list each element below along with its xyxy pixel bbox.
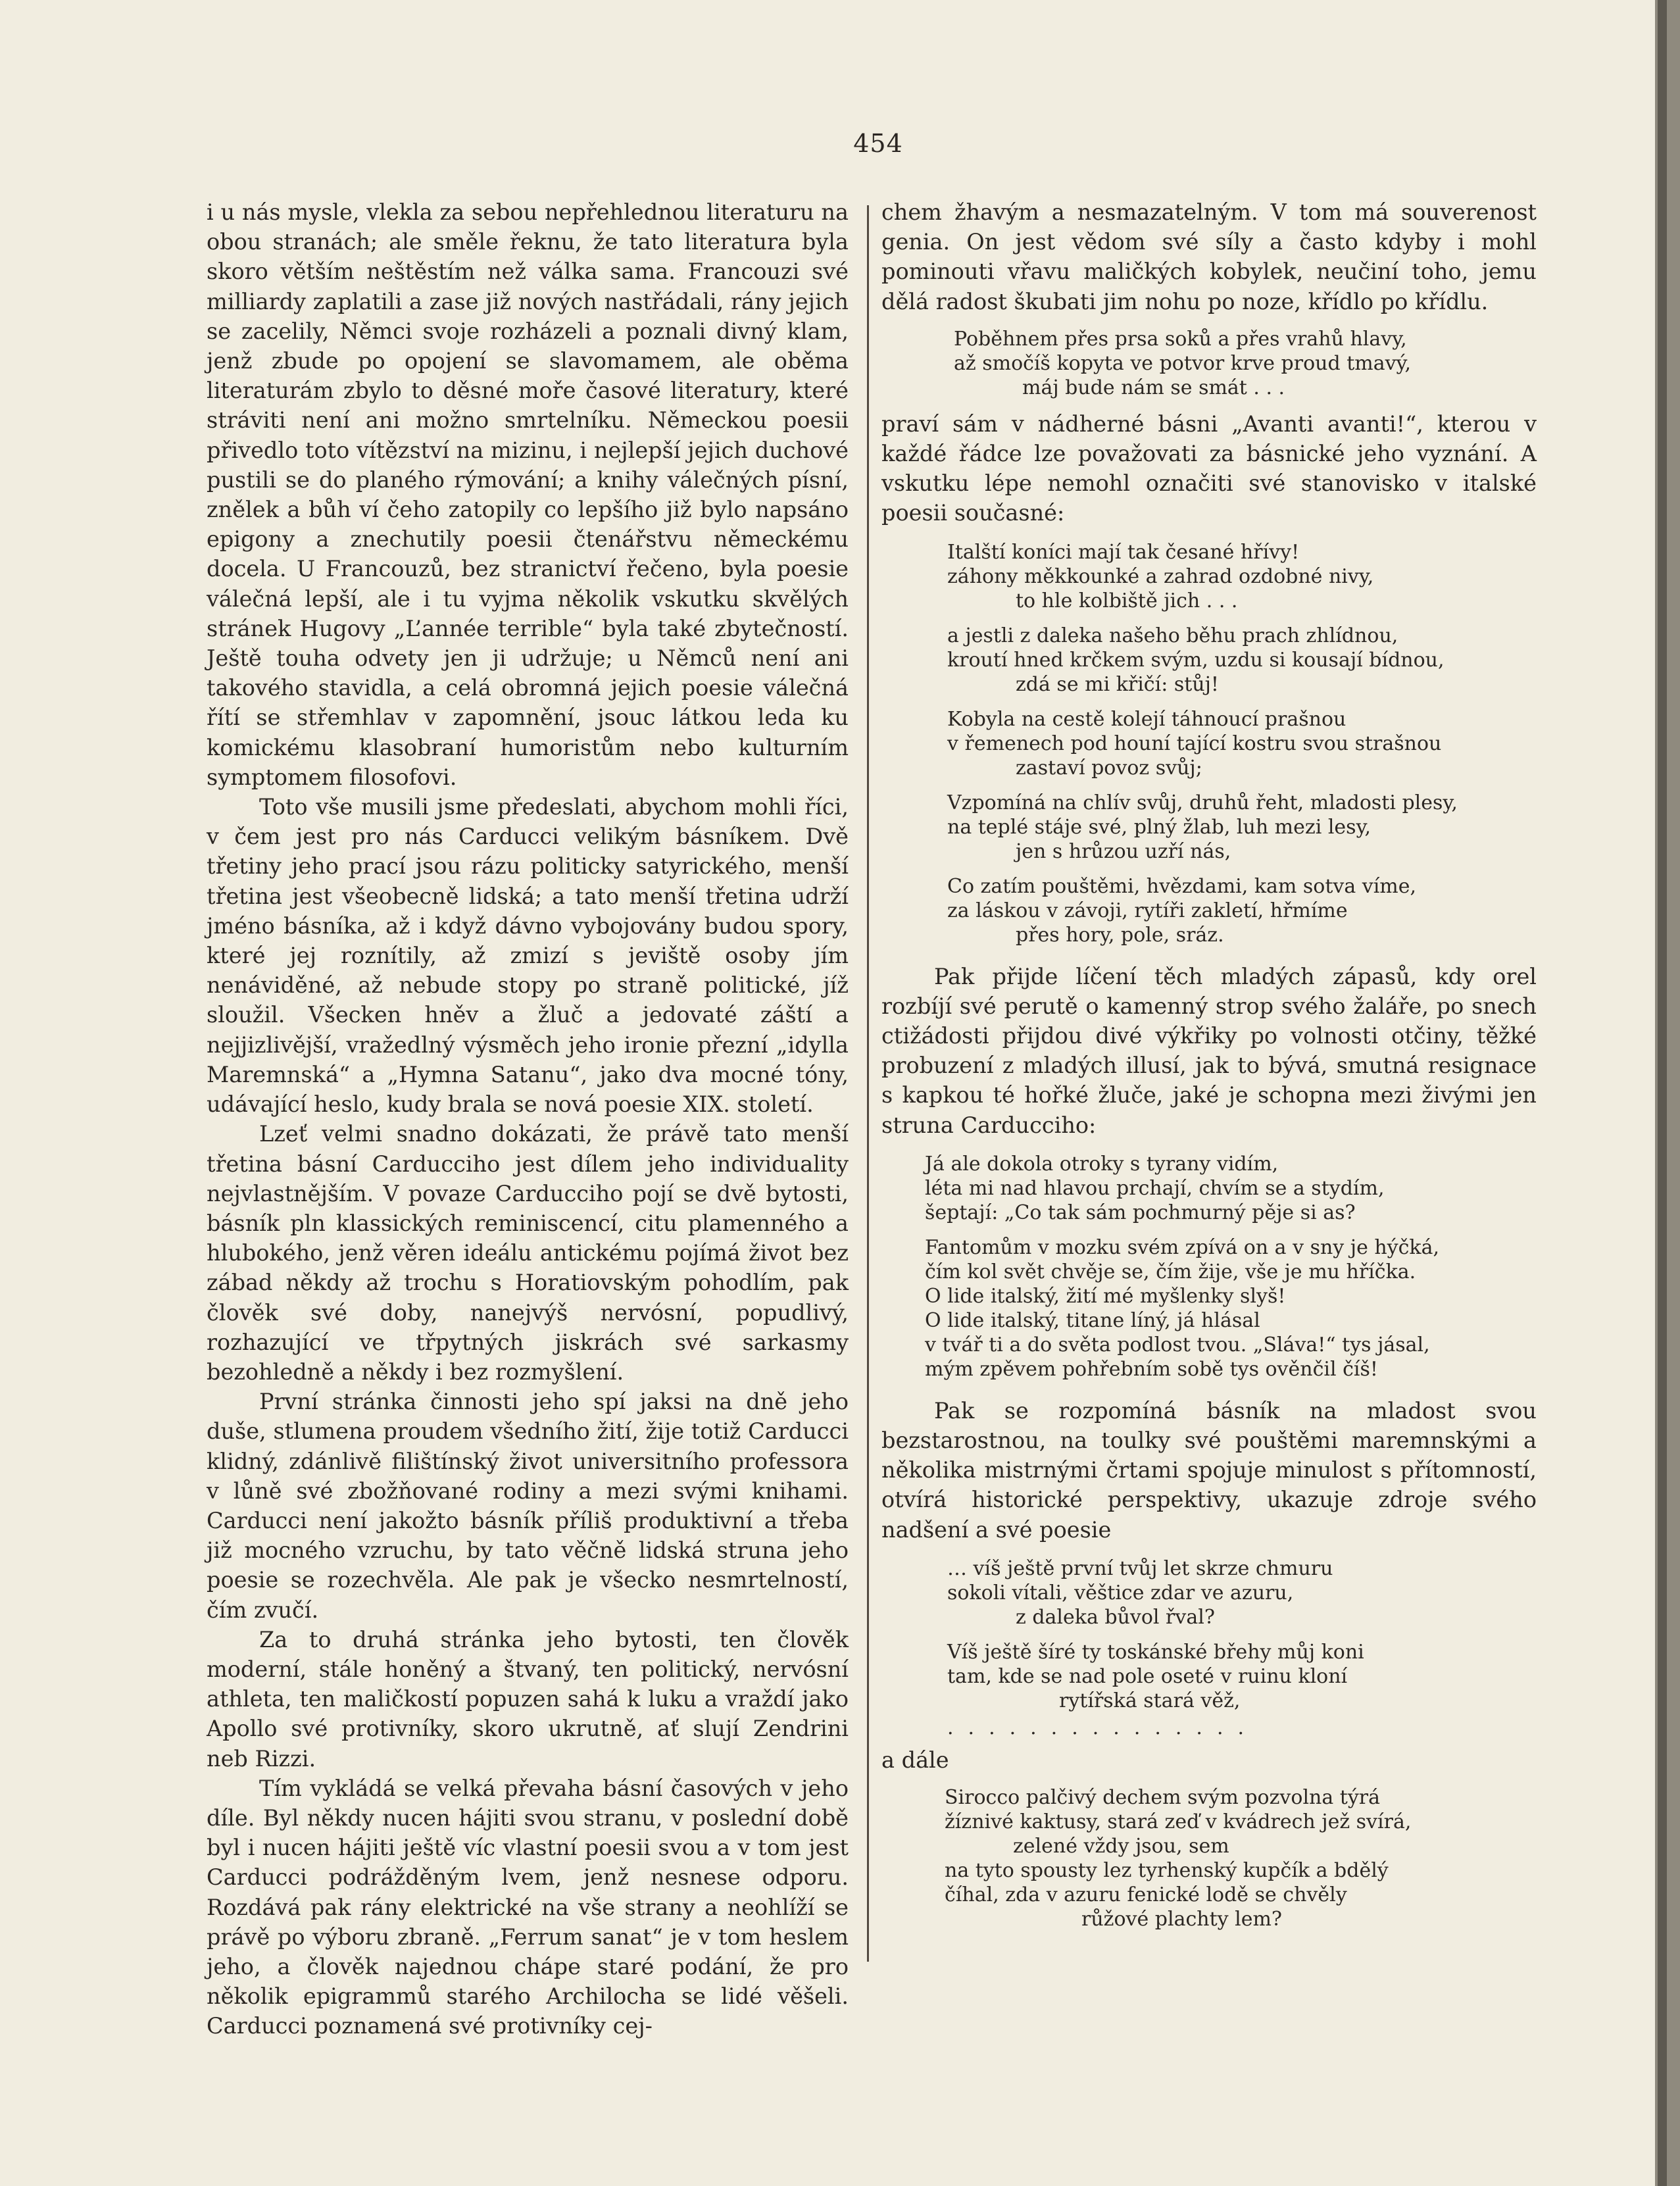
verse-line: čím kol svět chvěje se, čím žije, vše je mu hříčka. (925, 1260, 1416, 1283)
verse-line: Víš ještě šíré ty toskánské břehy můj koni (947, 1640, 1364, 1664)
verse-block (945, 1785, 1537, 1931)
verse-block (947, 1556, 1537, 1740)
verse-line: … víš ještě první tvůj let skrze chmuru (947, 1556, 1333, 1580)
verse-line: na tyto spousty lez tyrhenský kupčík a bdělý (945, 1859, 1389, 1883)
verse-stanza (925, 1152, 1537, 1225)
verse-line: Poběhnem přes prsa soků a přes vrahů hlavy, (954, 327, 1407, 351)
paragraph: Lzeť velmi snadno dokázati, že právě tato menší třetina básní Carducciho jest dílem jeho individuality nejvlastnějším. V povaze Carducciho pojí se dvě bytosti, básník pln klassických reminiscencí, citu plamenného a hlubokého, jenž věren ideálu antickému pojímá život bez zábad někdy až trochu s Horatiovským pohodlím, pak člověk své doby, nanejvýš nervósní, popudlivý, rozhazující ve třpytných jiskrách své sarkasmy bezohledně a někdy i bez rozmyšlení. (207, 1121, 849, 1385)
paragraph: Za to druhá stránka jeho bytosti, ten člověk moderní, stále honěný a štvaný, ten politický, nervósní athleta, ten maličkostí popuzen sahá k luku a vraždí jako Apollo své protivníky, skoro ukrutně, ať slují Zendrini neb Rizzi. (207, 1626, 849, 1772)
verse-line: máj bude nám se smát . . . (1022, 376, 1285, 399)
paragraph: Tím vykládá se velká převaha básní časových v jeho díle. Byl někdy nucen hájiti svou stranu, v poslední době byl i nucen hájiti ještě víc vlastní poesii svou a v tom jest Carducci podrážděným lvem, jenž nesnese odporu. Rozdává pak rány elektrické na vše strany a neohlíží se právě po výboru zbraně. „Ferrum sanat“ je v tom heslem jeho, a člověk najednou chápe staré podání, že pro několik epigrammů starého Archilocha se lidé věšeli. Carducci poznamená své protivníky cej- (207, 1775, 849, 2039)
verse-line: až smočíš kopyta ve potvor krve proud tmavý, (954, 351, 1412, 375)
paragraph: Toto vše musili jsme předeslati, abychom mohli říci, v čem jest pro nás Carducci velikým básníkem. Dvě třetiny jeho prací jsou rázu politicky satyrického, menší třetina jest všeobecně lidská; a tato menší třetina udrží jméno básníka, až i když dávno vybojovány budou spory, které jej roznítily, až zmizí s jeviště osoby jím nenáviděné, až nebude stopy po straně politické, jíž sloužil. Všecken hněv a žluč a jedovaté záští a nejjizlivější, vražedlný výsměch jeho ironie přezní „idylla Maremnská“ a „Hymna Satanu“, jako dva mocné tóny, udávající heslo, kudy brala se nová poesie XIX. století. (207, 794, 849, 1118)
verse-line: na teplé stáje své, plný žlab, luh mezi lesy, (947, 815, 1371, 839)
verse-line: Fantomům v mozku svém zpívá on a v sny je hýčká, (925, 1235, 1440, 1259)
verse-stanza (947, 874, 1537, 947)
verse-line: Vzpomíná na chlív svůj, druhů řeht, mladosti plesy, (947, 791, 1458, 814)
paragraph: praví sám v nádherné básni „Avanti avanti!“, kterou v každé řádce lze považovati za básnické jeho vyznání. A vskutku lépe nemohl označiti své stanovisko v italské poesii současné: (881, 410, 1537, 526)
paragraph: První stránka činnosti jeho spí jaksi na dně jeho duše, stlumena proudem všedního žití, žije totiž Carducci klidný, zdánlivě filištínský život universitního professora v lůně své zbožňované rodiny a mezi svými knihami. Carducci není jakožto básník příliš produktivní a třeba již mocného vzruchu, by tato věčně lidská struna jeho poesie se rozechvěla. Ale pak je všecko nesmrtelností, čím zvučí. (207, 1389, 849, 1623)
verse-line: číhal, zda v azuru fenické lodě se chvěly (945, 1883, 1347, 1907)
ellipsis-row: ............... (947, 1716, 1259, 1739)
verse-stanza (947, 1640, 1537, 1713)
paragraph: Pak přijde líčení těch mladých zápasů, kdy orel rozbíjí své perutě o kamenný strop svého žaláře, po snech ctižádosti přijdou divé výkřiky po volnosti otčiny, těžké probuzení z mladých illusí, jak to bývá, smutná resignace s kapkou té hořké žluče, jaké je schopna mezi živými jen struna Carducciho: (881, 963, 1537, 1138)
verse-line: Co zatím pouštěmi, hvězdami, kam sotva víme, (947, 874, 1417, 898)
page-number: 454 (853, 129, 903, 158)
right-column (881, 197, 1537, 1931)
verse-block (947, 540, 1537, 947)
verse-line: Kobyla na cestě kolejí táhnoucí prašnou (947, 707, 1346, 731)
verse-line: Já ale dokola otroky s tyrany vidím, (925, 1152, 1279, 1176)
verse-line: šeptají: „Co tak sám pochmurný pěje si as? (925, 1201, 1356, 1224)
left-column (207, 197, 849, 2041)
verse-line: O lide italský, žití mé myšlenky slyš! (925, 1284, 1286, 1308)
verse-line: rytířská stará věž, (1059, 1689, 1241, 1712)
verse-line: žíznivé kaktusy, stará zeď v kvádrech jež svírá, (945, 1810, 1412, 1834)
verse-line: v tvář ti a do světa podlost tvou. „Sláva!“ tys jásal, (925, 1333, 1430, 1356)
verse-block (954, 327, 1537, 400)
verse-line: O lide italský, titane líný, já hlásal (925, 1308, 1260, 1332)
verse-line: a jestli z daleka našeho běhu prach zhlídnou, (947, 624, 1398, 647)
verse-stanza (947, 540, 1537, 613)
connector-text: a dále (881, 1747, 949, 1773)
verse-line: léta mi nad hlavou prchají, chvím se a stydím, (925, 1176, 1385, 1200)
paragraph: i u nás mysle, vlekla za sebou nepřehlednou literaturu na obou stranách; ale směle řeknu, že tato literatura byla skoro větším neštěstím než válka sama. Francouzi své milliardy zaplatili a zase již nových nastřádali, rány jejich se zacelily, Němci svoje rozházeli a poznali divný klam, jenž zbude po opojení se slavomamem, ale oběma literaturám zbylo to děsné moře časové literatury, které stráviti není ani možno smrtelníku. Německou poesii přivedlo toto vítězství na mizinu, i nejlepší jejich duchové pustili se do planého rýmování; a knihy válečných písní, znělek a bůh ví čeho zatopily co lepšího již bylo napsáno epigony a znechutily poesii čtenářstvu německému docela. U Francouzů, bez stranictví řečeno, byla poesie válečná lepší, ale i tu vyjma několik vskutku skvělých stránek Hugovy „L’année terrible“ byla také zbytečností. Ještě touha odvety jen ji udržuje; u Němců není ani takového stavidla, a celá obromná jejich poesie válečná řítí se střemhlav v zapomnění, jsouc látkou leda ku komickému klasobraní humoristům nebo kulturním symptomem filosofovi. (207, 199, 849, 790)
verse-line: za láskou v závoji, rytíři zakletí, hřmíme (947, 899, 1348, 922)
verse-line: mým zpěvem pohřebním sobě tys ověnčil číš! (925, 1357, 1378, 1381)
verse-line: záhony měkkounké a zahrad ozdobné nivy, (947, 564, 1374, 588)
verse-line: jen s hrůzou uzří nás, (1016, 839, 1231, 863)
verse-stanza (947, 791, 1537, 864)
verse-line: růžové plachty lem? (1081, 1908, 1282, 1931)
verse-line: zelené vždy jsou, sem (1013, 1835, 1229, 1858)
column-divider (867, 205, 869, 1962)
verse-line: Italští koníci mají tak česané hřívy! (947, 540, 1300, 564)
verse-stanza (947, 707, 1537, 780)
verse-line: kroutí hned krčkem svým, uzdu si kousají bídnou, (947, 648, 1445, 672)
page-binding-shadow (1658, 0, 1667, 2186)
verse-line: zastaví povoz svůj; (1016, 756, 1202, 780)
verse-stanza (947, 1556, 1537, 1629)
paragraph: Pak se rozpomíná básník na mladost svou bezstarostnou, na toulky své pouštěmi maremnskými a několika mistrnými črtami spojuje minulost s přítomností, otvírá historické perspektivy, ukazuje zdroje svého nadšení a své poesie (881, 1397, 1537, 1543)
verse-line: v řemenech pod houní tající kostru svou strašnou (947, 732, 1442, 755)
verse-stanza (925, 1235, 1537, 1381)
verse-line: z daleka bůvol řval? (1016, 1605, 1215, 1629)
verse-line: tam, kde se nad pole oseté v ruinu kloní (947, 1664, 1348, 1688)
page-binding-edge (1655, 0, 1680, 2186)
verse-line: Sirocco palčivý dechem svým pozvolna týrá (945, 1786, 1381, 1810)
verse-stanza (947, 624, 1537, 697)
verse-line: sokoli vítali, věštice zdar ve azuru, (947, 1581, 1294, 1604)
verse-line: zdá se mi křičí: stůj! (1016, 672, 1219, 696)
verse-line: to hle kolbiště jich . . . (1016, 589, 1238, 612)
verse-line: přes hory, pole, sráz. (1016, 923, 1224, 947)
paragraph: chem žhavým a nesmazatelným. V tom má souverenost genia. On jest vědom své síly a často kdyby i mohl pominouti vřavu maličkých kobylek, neučiní toho, jemu dělá radost škubati jim nohu po noze, křídlo po křídlu. (881, 199, 1537, 314)
verse-block (925, 1152, 1537, 1381)
